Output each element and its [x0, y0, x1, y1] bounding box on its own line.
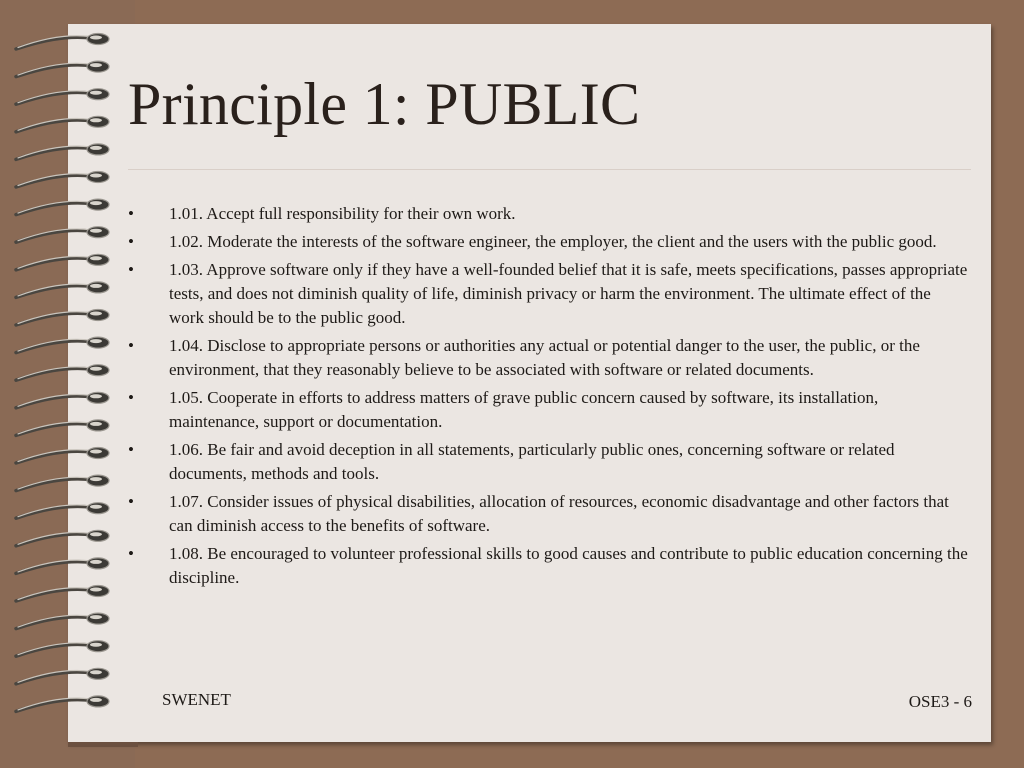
- bullet-marker: •: [128, 260, 134, 279]
- bullet-text: 1.01. Accept full responsibility for their own work.: [169, 204, 516, 223]
- bullet-marker: •: [128, 544, 134, 563]
- bullet-item: [128, 542, 968, 590]
- spiral-ring: [16, 696, 109, 712]
- spiral-ring: [16, 448, 109, 464]
- bullet-text: 1.07. Consider issues of physical disabilities, allocation of resources, economic disadvantage and other factors that can diminish access to the benefits of software.: [169, 492, 949, 535]
- spiral-ring: [16, 227, 109, 243]
- bullet-item: [128, 386, 968, 434]
- bullet-marker: •: [128, 440, 134, 459]
- bullet-marker: •: [128, 336, 134, 355]
- bullet-list: [128, 202, 968, 594]
- bullet-text: 1.05. Cooperate in efforts to address matters of grave public concern caused by software, its installation, maintenance, support or documentation.: [169, 388, 879, 431]
- bullet-marker: •: [128, 204, 134, 223]
- slide-title: Principle 1: PUBLIC: [128, 71, 641, 137]
- bullet-marker: •: [128, 388, 134, 407]
- spiral-ring: [16, 254, 109, 269]
- bullet-marker: •: [128, 232, 134, 251]
- spiral-ring: [16, 89, 109, 105]
- spiral-ring: [16, 365, 109, 381]
- spiral-ring: [16, 668, 109, 684]
- spiral-ring: [16, 172, 109, 188]
- spiral-ring: [16, 310, 109, 326]
- title-divider: [128, 169, 971, 170]
- bullet-item: [128, 202, 968, 226]
- bullet-text: 1.06. Be fair and avoid deception in all statements, particularly public ones, concerning software or related documents, methods and tools.: [169, 440, 895, 483]
- spiral-ring: [16, 420, 109, 436]
- spiral-ring: [16, 586, 109, 602]
- bullet-item: [128, 490, 968, 538]
- spiral-ring: [16, 34, 109, 50]
- footer-page-number: OSE3 - 6: [908, 692, 972, 711]
- spiral-ring: [16, 392, 109, 408]
- bullet-text: 1.04. Disclose to appropriate persons or authorities any actual or potential danger to the user, the public, or the environment, that they reasonably believe to be associated with software or related documents.: [169, 336, 920, 379]
- spiral-ring: [16, 144, 109, 160]
- bullet-marker: •: [128, 492, 134, 511]
- bullet-item: [128, 258, 968, 330]
- spiral-ring: [16, 503, 109, 519]
- bullet-item: [128, 230, 968, 254]
- bullet-text: 1.02. Moderate the interests of the software engineer, the employer, the client and the users with the public good.: [169, 232, 937, 251]
- spiral-ring: [16, 116, 109, 132]
- bullet-item: [128, 334, 968, 382]
- spiral-ring: [16, 641, 109, 657]
- bullet-item: [128, 438, 968, 486]
- spiral-ring: [16, 530, 109, 546]
- spiral-ring: [16, 613, 109, 629]
- spiral-ring: [16, 475, 109, 491]
- spiral-binding-icon: [10, 26, 120, 746]
- footer-source: SWENET: [162, 690, 231, 709]
- bullet-text: 1.03. Approve software only if they have a well-founded belief that it is safe, meets specifications, passes appropriate tests, and does not diminish quality of life, diminish privacy or harm the environment. The ultimate effect of the work should be to the public good.: [169, 260, 968, 327]
- spiral-ring: [16, 558, 109, 574]
- spiral-ring: [16, 282, 109, 298]
- spiral-ring: [16, 199, 109, 215]
- spiral-ring: [16, 337, 109, 353]
- spiral-ring: [16, 61, 109, 77]
- bullet-text: 1.08. Be encouraged to volunteer professional skills to good causes and contribute to public education concerning the discipline.: [169, 544, 968, 587]
